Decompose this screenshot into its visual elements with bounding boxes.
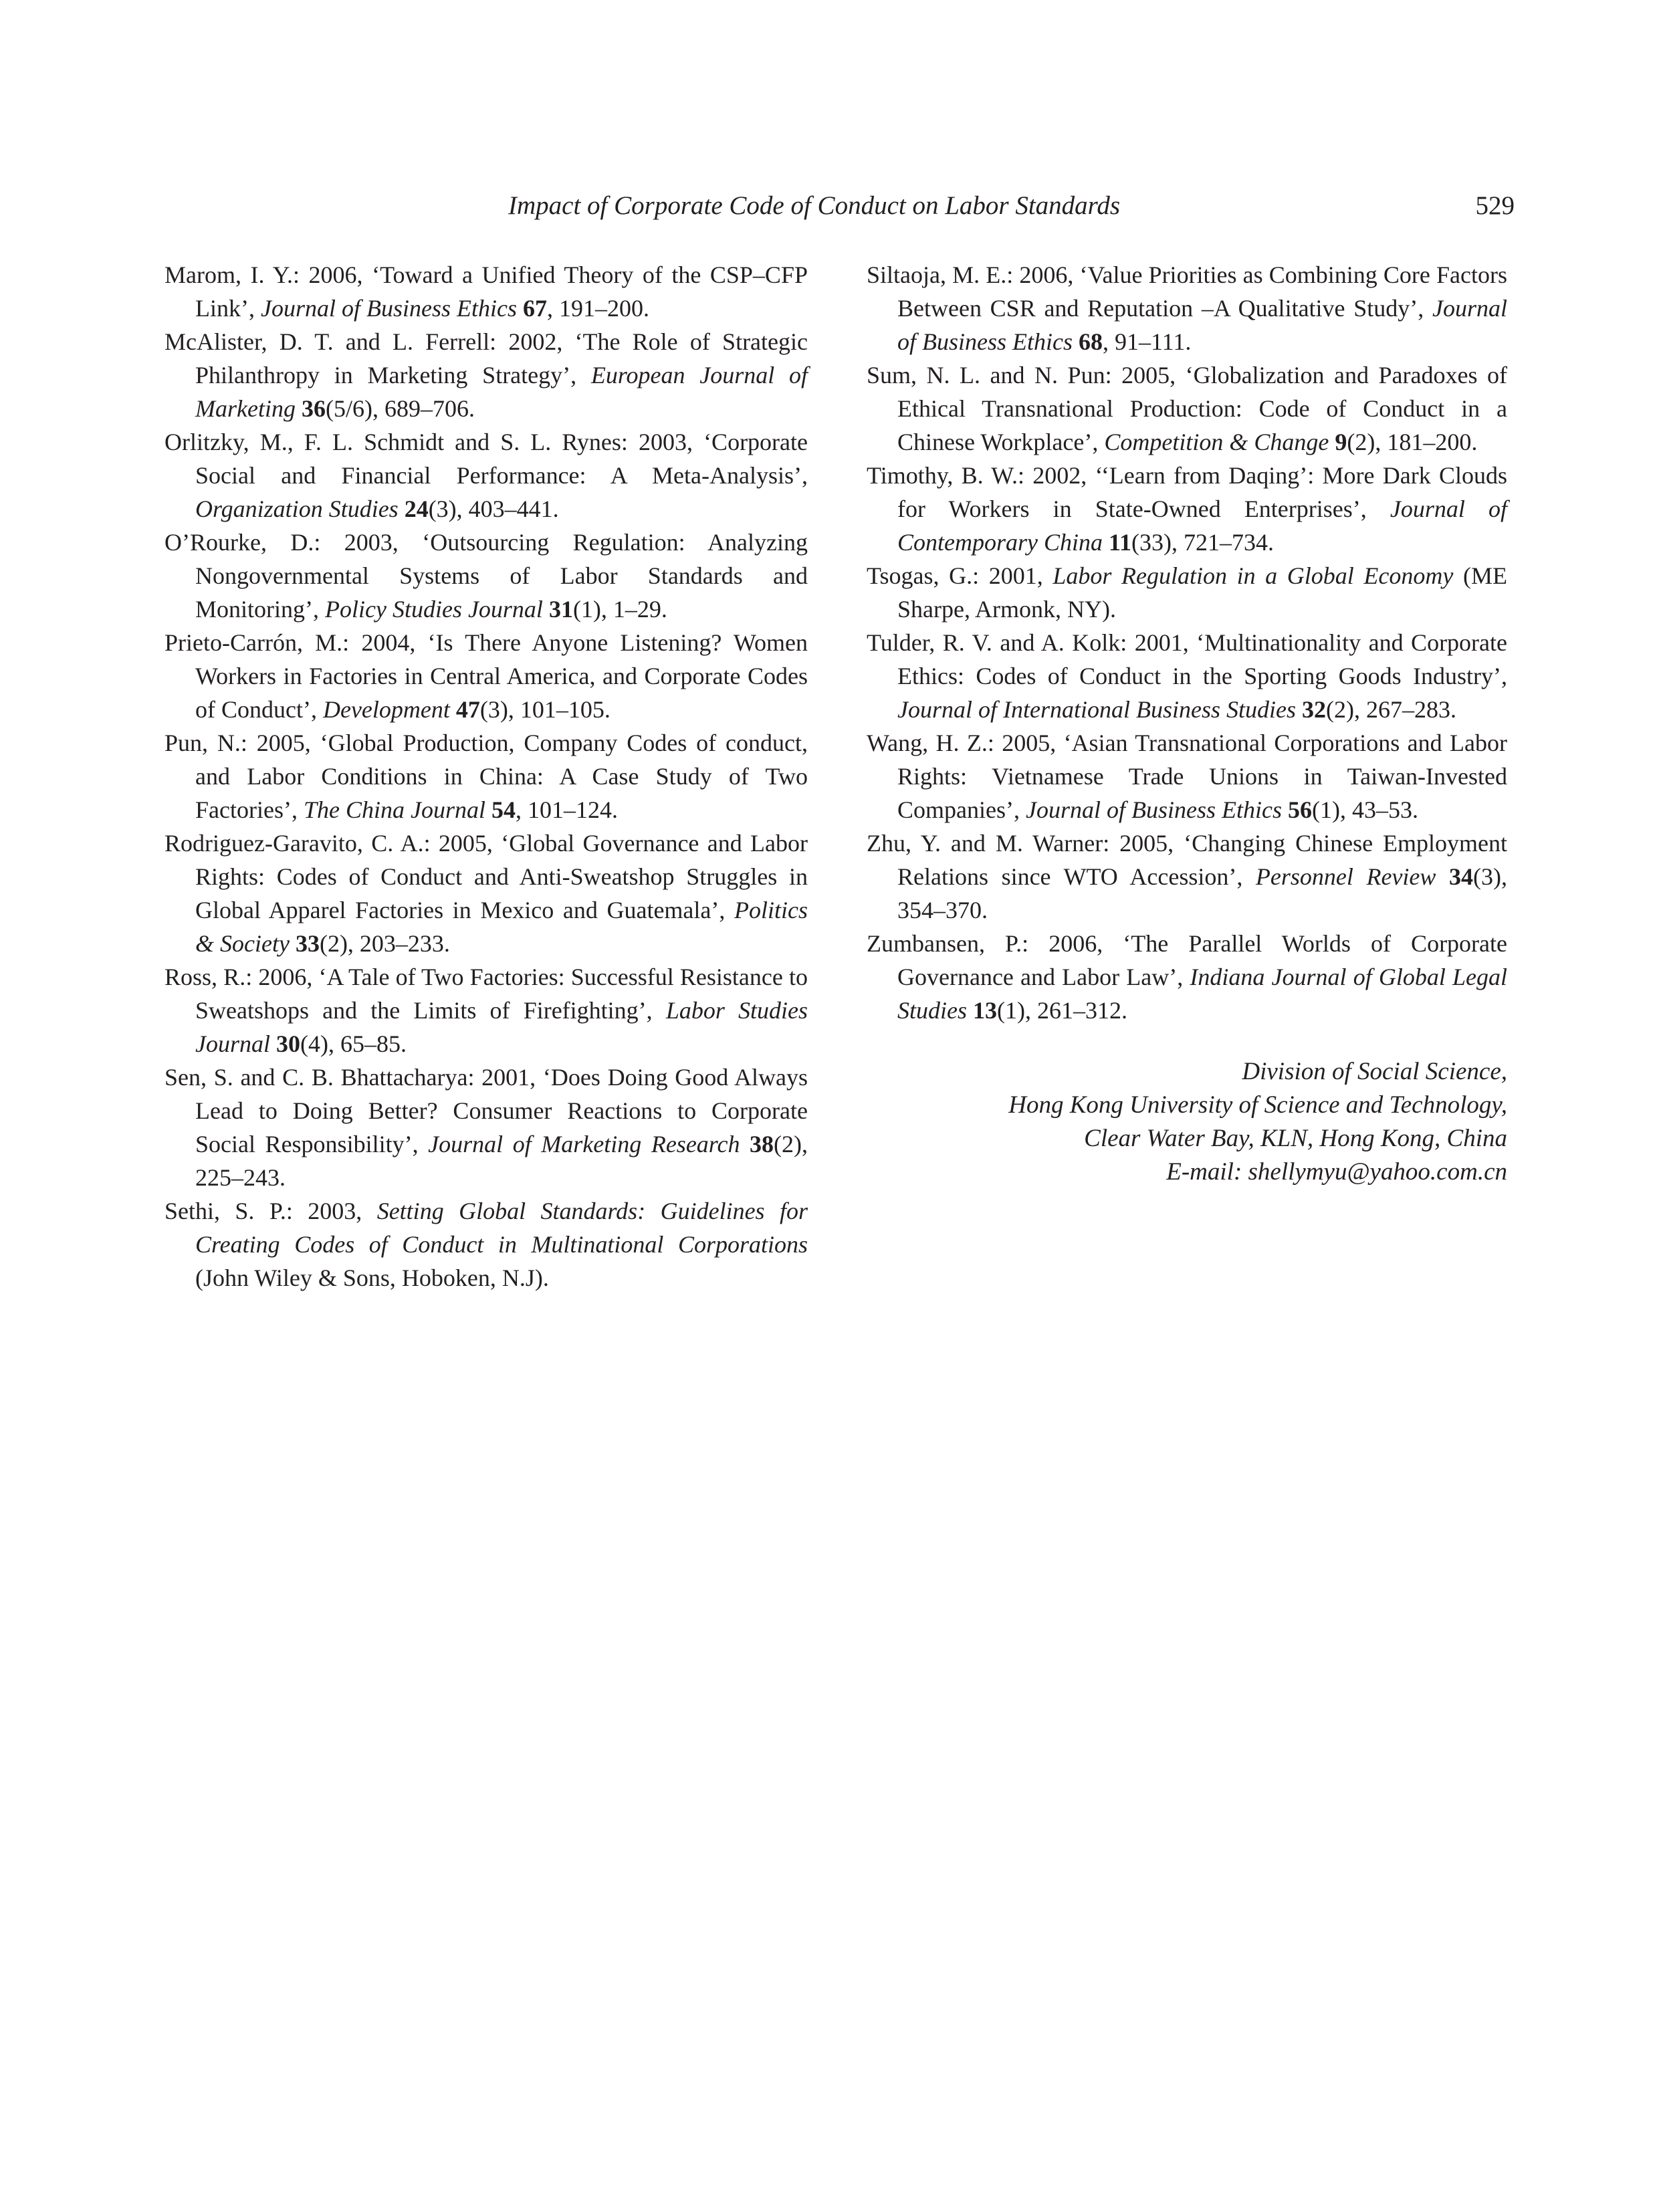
- reference-text: Timothy, B. W.: 2002, ‘‘Learn from Daqing’: More Dark Clouds for Workers in State-Owned Enterprises’,: [867, 462, 1507, 522]
- reference-journal: Labor Studies Journal: [195, 997, 808, 1057]
- reference-entry: [867, 726, 1507, 826]
- reference-journal: The China Journal: [303, 796, 485, 823]
- address-department: Division of Social Science,: [1242, 1058, 1507, 1085]
- references-left-column: [164, 258, 808, 1295]
- reference-pages: (4), 65–85.: [300, 1030, 407, 1057]
- reference-text: Prieto-Carrón, M.: 2004, ‘Is There Anyone Listening? Women Workers in Factories in Central America, and Corporate Codes of Conduct’,: [164, 629, 808, 723]
- reference-pages: , 101–124.: [515, 796, 618, 823]
- reference-entry: [164, 526, 808, 626]
- reference-volume: 36: [301, 395, 326, 422]
- reference-entry: [867, 826, 1507, 927]
- reference-journal: Indiana Journal of Global Legal Studies: [897, 964, 1507, 1024]
- reference-entry: [164, 960, 808, 1061]
- reference-publisher: (ME Sharpe, Armonk, NY).: [897, 562, 1507, 623]
- reference-volume: 13: [973, 997, 997, 1024]
- reference-pages: (2), 203–233.: [319, 930, 450, 957]
- reference-text: Zumbansen, P.: 2006, ‘The Parallel Worlds of Corporate Governance and Labor Law’,: [867, 930, 1507, 990]
- reference-volume: 33: [295, 930, 320, 957]
- references-right-column: [867, 258, 1507, 1189]
- reference-text: Tsogas, G.: 2001,: [867, 562, 1053, 589]
- reference-entry: [164, 1194, 808, 1295]
- reference-entry: [867, 459, 1507, 559]
- reference-entry: [164, 425, 808, 526]
- reference-journal: Journal of Marketing Research: [428, 1131, 740, 1157]
- reference-text: O’Rourke, D.: 2003, ‘Outsourcing Regulation: Analyzing Nongovernmental Systems of Labor Standards and Monitoring’,: [164, 529, 808, 623]
- address-email: E-mail: shellymyu@yahoo.com.cn: [1166, 1158, 1507, 1186]
- reference-pages: (5/6), 689–706.: [325, 395, 475, 422]
- reference-volume: 24: [404, 495, 429, 522]
- reference-journal: Journal of International Business Studies: [897, 696, 1296, 723]
- reference-entry: [164, 258, 808, 325]
- reference-entry: [164, 726, 808, 826]
- reference-entry: [867, 559, 1507, 626]
- reference-entry: [164, 1061, 808, 1194]
- running-head: [0, 186, 1659, 226]
- running-title: Impact of Corporate Code of Conduct on Labor Standards: [508, 191, 1121, 220]
- reference-text: Pun, N.: 2005, ‘Global Production, Company Codes of conduct, and Labor Conditions in China: A Case Study of Two Factories’,: [164, 730, 808, 823]
- reference-text: Marom, I. Y.: 2006, ‘Toward a Unified Theory of the CSP–CFP Link’,: [164, 261, 808, 322]
- reference-journal: Politics & Society: [195, 897, 808, 957]
- reference-pages: (1), 43–53.: [1311, 796, 1418, 823]
- reference-journal: Policy Studies Journal: [325, 596, 543, 623]
- reference-pages: , 191–200.: [546, 295, 649, 322]
- reference-entry: [867, 927, 1507, 1027]
- reference-volume: 31: [548, 596, 573, 623]
- reference-text: Sen, S. and C. B. Bhattacharya: 2001, ‘Does Doing Good Always Lead to Doing Better? Consumer Reactions to Corporate Social Responsibility’,: [164, 1064, 808, 1157]
- reference-volume: 68: [1078, 328, 1103, 355]
- reference-volume: 11: [1109, 529, 1132, 556]
- reference-text: Sum, N. L. and N. Pun: 2005, ‘Globalization and Paradoxes of Ethical Transnational Production: Code of Conduct in a Chinese Workplace’,: [867, 362, 1507, 455]
- reference-entry: [867, 358, 1507, 459]
- reference-volume: 34: [1449, 863, 1474, 890]
- reference-entry: [867, 626, 1507, 726]
- reference-entry: [164, 826, 808, 960]
- author-address: [867, 1055, 1507, 1189]
- page-number: 529: [1475, 191, 1515, 220]
- reference-volume: 47: [455, 696, 480, 723]
- reference-pages: (2), 267–283.: [1325, 696, 1456, 723]
- reference-pages: (3), 101–105.: [479, 696, 611, 723]
- reference-text: McAlister, D. T. and L. Ferrell: 2002, ‘The Role of Strategic Philanthropy in Marketing Strategy’,: [164, 328, 808, 389]
- reference-text: Ross, R.: 2006, ‘A Tale of Two Factories: Successful Resistance to Sweatshops and the Limits of Firefighting’,: [164, 964, 808, 1024]
- reference-journal: Competition & Change: [1104, 429, 1329, 455]
- reference-entry: [164, 626, 808, 726]
- reference-volume: 67: [522, 295, 547, 322]
- reference-volume: 56: [1287, 796, 1312, 823]
- address-location: Clear Water Bay, KLN, Hong Kong, China: [1084, 1125, 1507, 1152]
- reference-journal: European Journal of Marketing: [195, 362, 808, 422]
- reference-pages: (2), 225–243.: [195, 1131, 808, 1191]
- reference-volume: 32: [1301, 696, 1326, 723]
- reference-publisher: (John Wiley & Sons, Hoboken, N.J).: [195, 1264, 549, 1291]
- reference-entry: [867, 258, 1507, 358]
- reference-text: Siltaoja, M. E.: 2006, ‘Value Priorities as Combining Core Factors Between CSR and Reputation –A Qualitative Study’,: [867, 261, 1507, 322]
- reference-volume: 38: [750, 1131, 774, 1157]
- reference-pages: (1), 1–29.: [572, 596, 667, 623]
- reference-journal: Development: [322, 696, 450, 723]
- reference-pages: (2), 181–200.: [1347, 429, 1478, 455]
- reference-pages: , 91–111.: [1102, 328, 1192, 355]
- reference-pages: (3), 403–441.: [428, 495, 559, 522]
- reference-journal: Journal of Contemporary China: [897, 495, 1507, 556]
- reference-text: Zhu, Y. and M. Warner: 2005, ‘Changing Chinese Employment Relations since WTO Accession’,: [867, 830, 1507, 890]
- reference-volume: 54: [491, 796, 516, 823]
- reference-pages: (3), 354–370.: [897, 863, 1507, 923]
- reference-text: Tulder, R. V. and A. Kolk: 2001, ‘Multinationality and Corporate Ethics: Codes of Conduct in the Sporting Goods Industry’,: [867, 629, 1507, 689]
- reference-text: Orlitzky, M., F. L. Schmidt and S. L. Rynes: 2003, ‘Corporate Social and Financial Performance: A Meta-Analysis’,: [164, 429, 808, 489]
- reference-volume: 30: [276, 1030, 300, 1057]
- reference-entry: [164, 325, 808, 425]
- reference-journal: Personnel Review: [1255, 863, 1436, 890]
- reference-journal: Journal of Business Ethics: [260, 295, 517, 322]
- reference-text: Rodriguez-Garavito, C. A.: 2005, ‘Global Governance and Labor Rights: Codes of Conduct and Anti-Sweatshop Struggles in Global Apparel Factories in Mexico and Guatemala’,: [164, 830, 808, 923]
- reference-text: Sethi, S. P.: 2003,: [164, 1198, 377, 1224]
- reference-pages: (33), 721–734.: [1131, 529, 1275, 556]
- address-university: Hong Kong University of Science and Technology,: [1008, 1091, 1507, 1119]
- reference-journal: Journal of Business Ethics: [1025, 796, 1282, 823]
- reference-volume: 9: [1335, 429, 1347, 455]
- reference-book-title: Setting Global Standards: Guidelines for Creating Codes of Conduct in Multinational Corporations: [195, 1198, 808, 1258]
- reference-journal: Journal of Business Ethics: [897, 295, 1507, 355]
- reference-journal: Organization Studies: [195, 495, 399, 522]
- reference-text: Wang, H. Z.: 2005, ‘Asian Transnational Corporations and Labor Rights: Vietnamese Trade Unions in Taiwan-Invested Companies’,: [867, 730, 1507, 823]
- reference-pages: (1), 261–312.: [997, 997, 1127, 1024]
- reference-book-title: Labor Regulation in a Global Economy: [1053, 562, 1454, 589]
